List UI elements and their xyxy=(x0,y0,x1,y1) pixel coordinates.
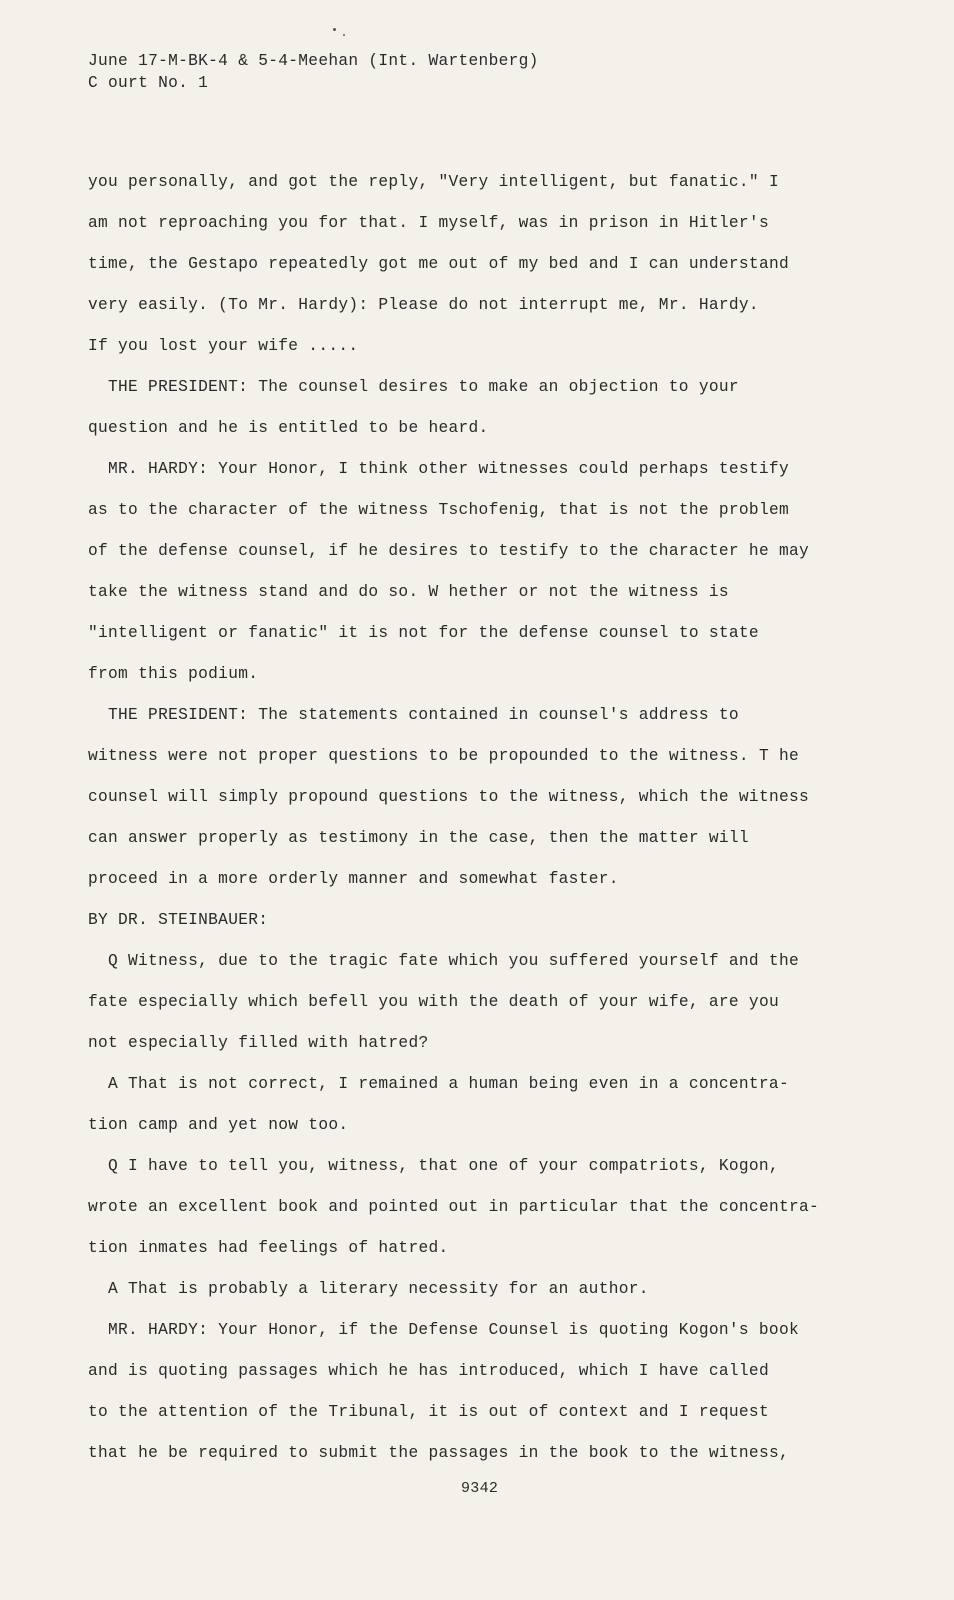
text-line: wrote an excellent book and pointed out in particular that the concentra- xyxy=(88,1198,820,1216)
text-line: question and he is entitled to be heard. xyxy=(88,419,489,437)
text-line: fate especially which befell you with the death of your wife, are you xyxy=(88,993,779,1011)
speaker-line: THE PRESIDENT: The counsel desires to make an objection to your xyxy=(108,378,739,396)
speaker-line: MR. HARDY: Your Honor, I think other witnesses could perhaps testify xyxy=(108,460,789,478)
answer-line: A That is not correct, I remained a human being even in a concentra- xyxy=(108,1075,789,1093)
question-line: Q I have to tell you, witness, that one of your compatriots, Kogon, xyxy=(108,1157,779,1175)
text-line: you personally, and got the reply, "Very intelligent, but fanatic." I xyxy=(88,173,779,191)
text-line: am not reproaching you for that. I myself, was in prison in Hitler's xyxy=(88,214,769,232)
examination-heading: BY DR. STEINBAUER: xyxy=(88,911,269,929)
text-line: time, the Gestapo repeatedly got me out of my bed and I can understand xyxy=(88,255,789,273)
answer-line: A That is probably a literary necessity for an author. xyxy=(108,1280,649,1298)
text-line: take the witness stand and do so. W hether or not the witness is xyxy=(88,583,729,601)
text-line: very easily. (To Mr. Hardy): Please do not interrupt me, Mr. Hardy. xyxy=(88,296,759,314)
text-line: of the defense counsel, if he desires to testify to the character he may xyxy=(88,542,810,560)
text-line: tion inmates had feelings of hatred. xyxy=(88,1239,449,1257)
text-line: can answer properly as testimony in the case, then the matter will xyxy=(88,829,749,847)
paper-speck xyxy=(343,34,345,36)
text-line: to the attention of the Tribunal, it is out of context and I request xyxy=(88,1403,769,1421)
text-line: proceed in a more orderly manner and somewhat faster. xyxy=(88,870,619,888)
text-line: counsel will simply propound questions to the witness, which the witness xyxy=(88,788,810,806)
text-line: that he be required to submit the passages in the book to the witness, xyxy=(88,1444,789,1462)
speaker-line: MR. HARDY: Your Honor, if the Defense Counsel is quoting Kogon's book xyxy=(108,1321,799,1339)
text-line: from this podium. xyxy=(88,665,259,683)
text-line: tion camp and yet now too. xyxy=(88,1116,349,1134)
text-line: "intelligent or fanatic" it is not for the defense counsel to state xyxy=(88,624,759,642)
header-session-line: June 17-M-BK-4 & 5-4-Meehan (Int. Wartenberg) xyxy=(88,52,539,70)
text-line: as to the character of the witness Tschofenig, that is not the problem xyxy=(88,501,789,519)
speaker-line: THE PRESIDENT: The statements contained in counsel's address to xyxy=(108,706,739,724)
text-line: If you lost your wife ..... xyxy=(88,337,359,355)
text-line: not especially filled with hatred? xyxy=(88,1034,429,1052)
text-line: and is quoting passages which he has introduced, which I have called xyxy=(88,1362,769,1380)
question-line: Q Witness, due to the tragic fate which you suffered yourself and the xyxy=(108,952,799,970)
document-header xyxy=(88,50,539,94)
paper-speck xyxy=(333,28,336,31)
page-number: 9342 xyxy=(461,1480,499,1497)
header-court-line: C ourt No. 1 xyxy=(88,74,209,92)
text-line: witness were not proper questions to be propounded to the witness. T he xyxy=(88,747,799,765)
